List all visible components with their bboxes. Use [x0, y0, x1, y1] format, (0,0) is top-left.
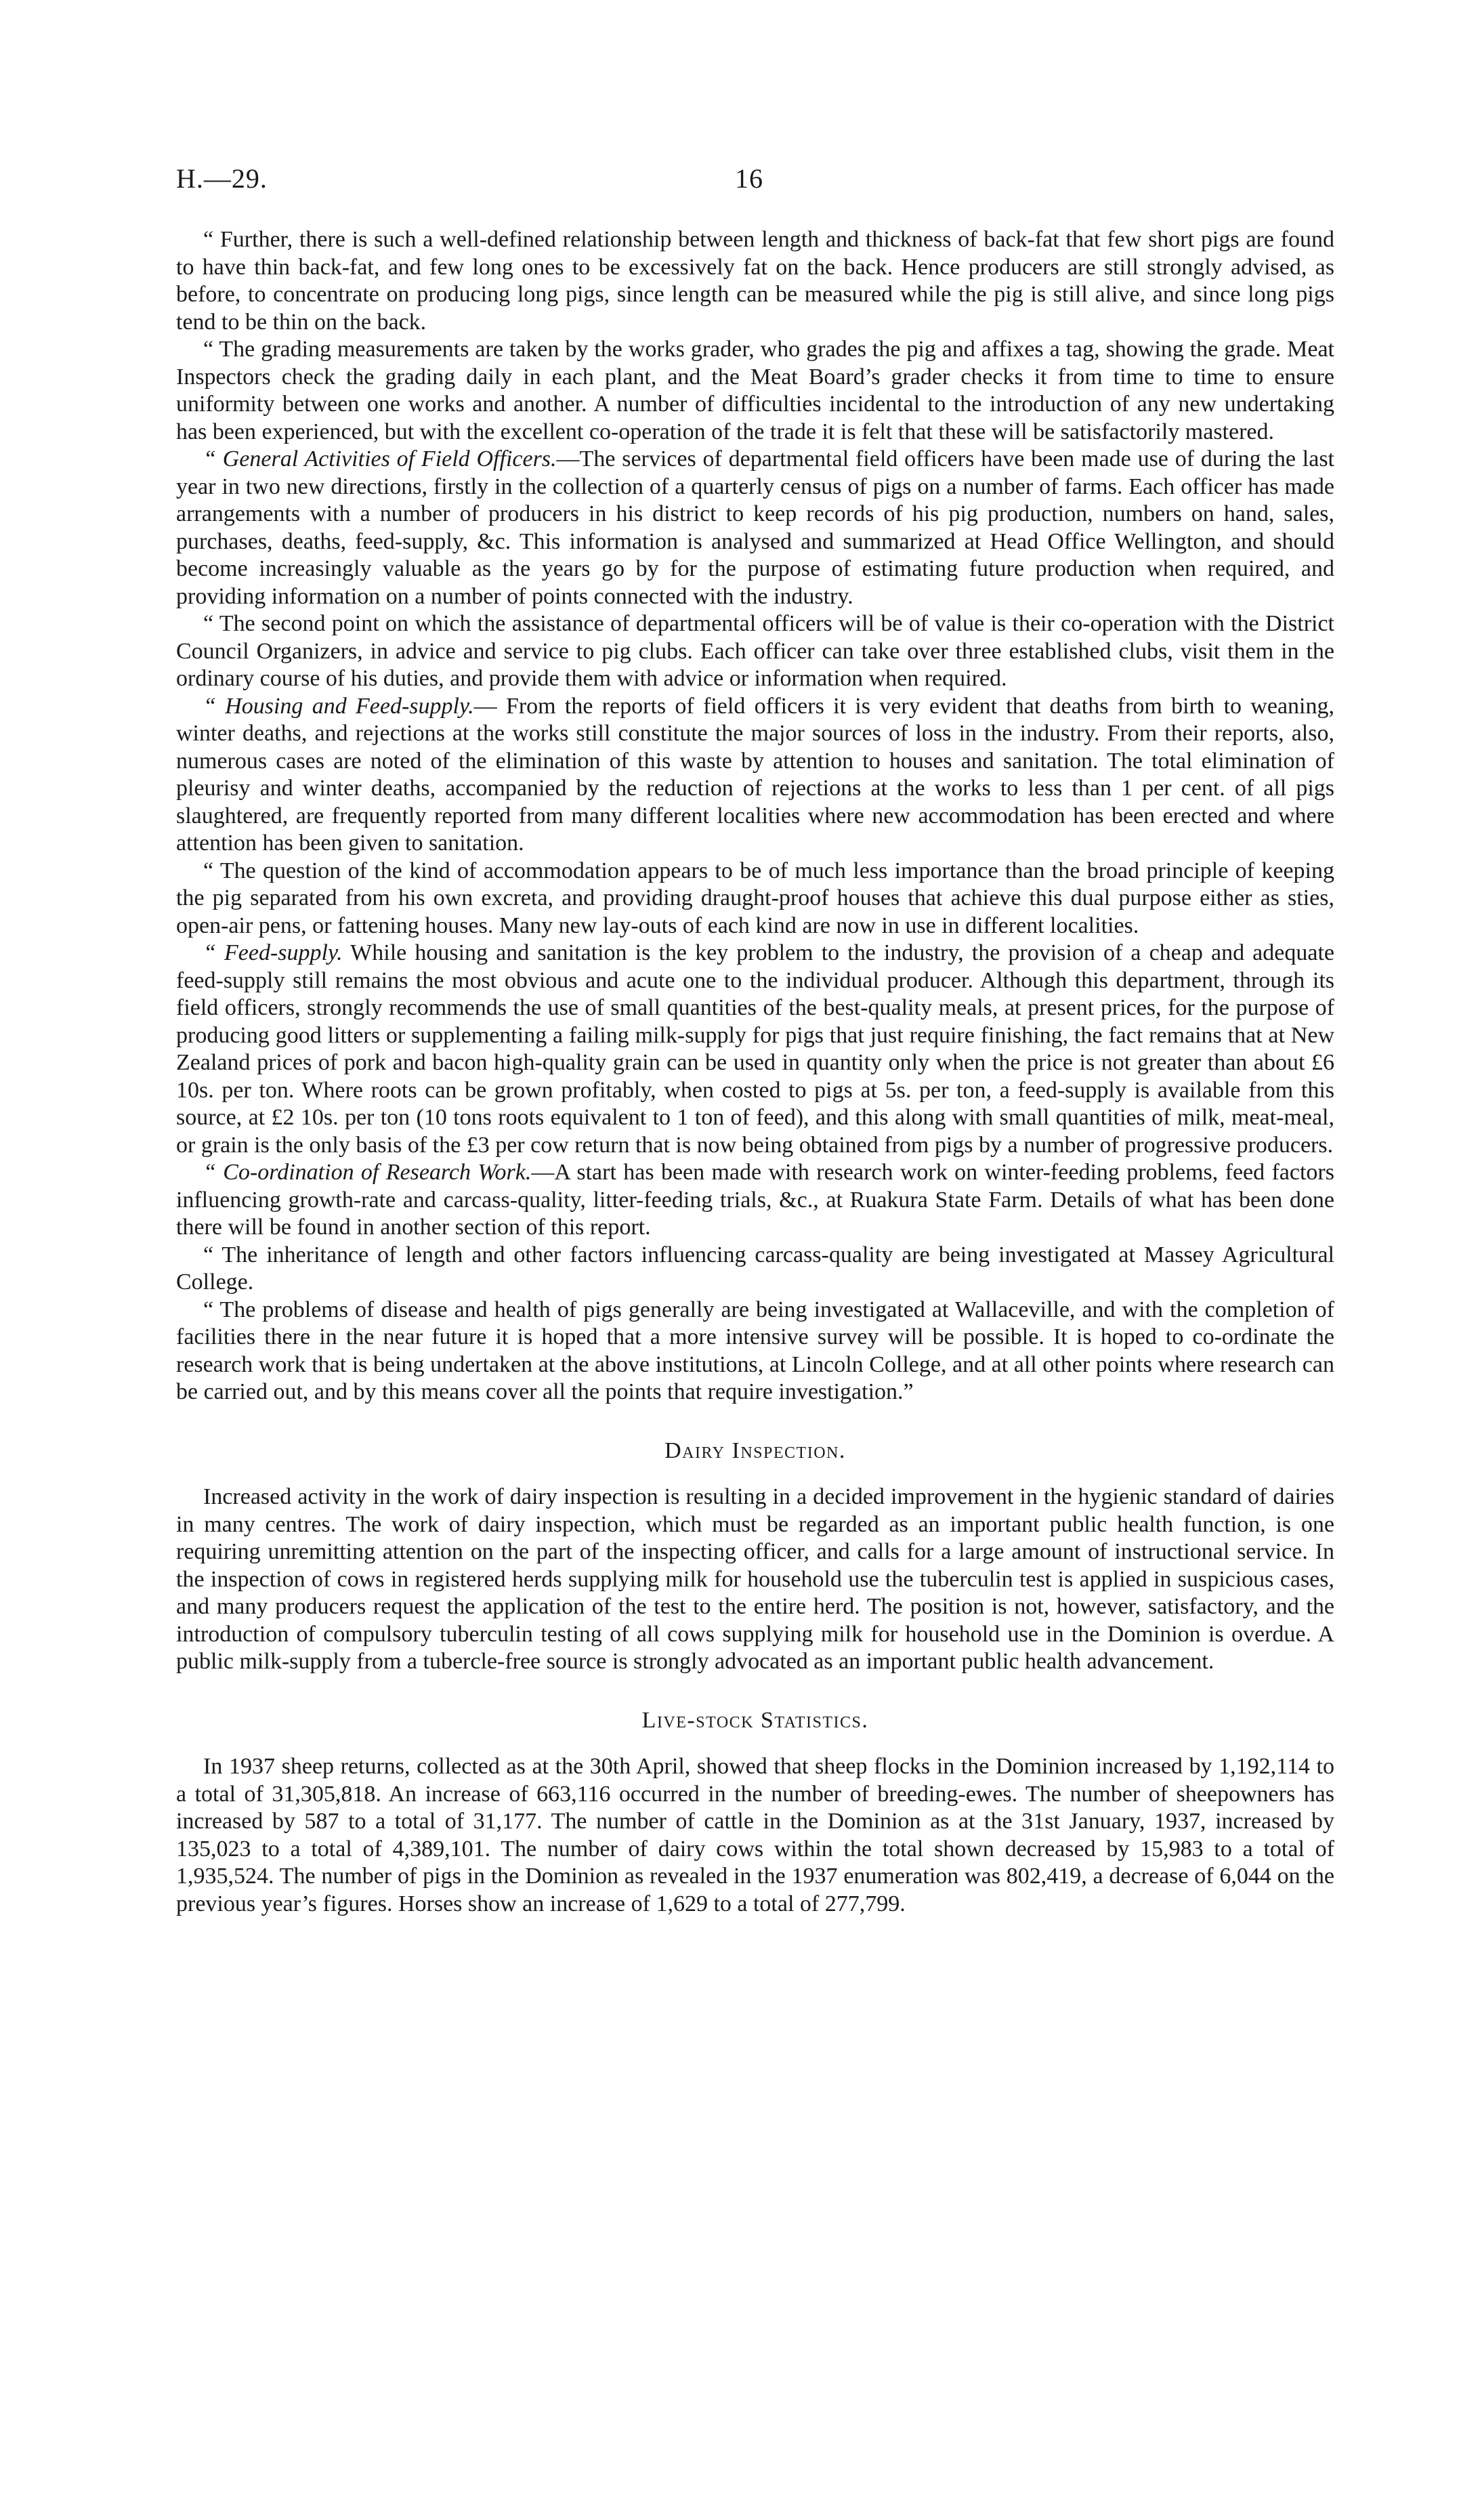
paragraph-text: “ The grading measurements are taken by the works grader, who grades the pig and affixes a tag, showing the grade. Meat Inspectors check the grading daily in each plant, and the Meat Board’s grader checks it from time to time to ensure uniformity between one works and another. A number of difficulties incidental to the introduction of any new undertaking has been experienced, but with the excellent co-operation of the trade it is felt that these will be satisfactorily mastered.: [176, 337, 1334, 444]
paragraph-text: “ The inheritance of length and other factors influencing carcass-quality are being investigated at Massey Agricultural College.: [176, 1242, 1334, 1295]
paragraph-text: Increased activity in the work of dairy inspection is resulting in a decided improvement in the hygienic standard of dairies in many centres. The work of dairy inspection, which must be regarded as an important public health function, is one requiring unremitting attention on the part of the inspecting officer, and calls for a large amount of instructional service. In the inspection of cows in registered herds supplying milk for household use the tuberculin test is applied in suspicious cases, and many producers request the application of the test to the entire herd. The position is not, however, satisfactory, and the introduction of compulsory tuberculin testing of all cows supplying milk for household use in the Dominion is overdue. A public milk-supply from a tubercle-free source is strongly advocated as an important public health advancement.: [176, 1484, 1334, 1674]
paragraph-lead: “ Feed-supply.: [203, 940, 343, 965]
paragraph-lead: “ Co-ordination of Research Work.: [203, 1160, 532, 1185]
document-page: [176, 163, 1334, 1918]
paragraph-text: “ Further, there is such a well-defined relationship between length and thickness of back-fat that few short pigs are found to have thin back-fat, and few long ones to be excessively fat on the back. Hence producers are still strongly advised, as before, to concentrate on producing long pigs, since length can be measured while the pig is still alive, and since long pigs tend to be thin on the back.: [176, 227, 1334, 335]
paragraph: [176, 858, 1334, 940]
paragraph: [176, 1484, 1334, 1676]
page-header: [176, 163, 1334, 203]
paragraph-text: In 1937 sheep returns, collected as at the 30th April, showed that sheep flocks in the Dominion increased by 1,192,114 to a total of 31,305,818. An increase of 663,116 occurred in the number of breeding-ewes. The number of sheepowners has increased by 587 to a total of 31,177. The number of cattle in the Dominion as at the 31st January, 1937, increased by 135,023 to a total of 4,389,101. The number of dairy cows within the total shown decreased by 15,983 to a total of 1,935,524. The number of pigs in the Dominion as revealed in the 1937 enumeration was 802,419, a decrease of 6,044 on the previous year’s figures. Horses show an increase of 1,629 to a total of 277,799.: [176, 1754, 1334, 1916]
paragraph-lead: “ Housing and Feed-supply.: [203, 693, 474, 719]
paragraph-text: “ The second point on which the assistance of departmental officers will be of value is their co-operation with the District Council Organizers, in advice and service to pig clubs. Each officer can take over three established clubs, visit them in the ordinary course of his duties, and provide them with advice or information when required.: [176, 611, 1334, 691]
paragraph-text: — From the reports of field officers it is very evident that deaths from birth to weaning, winter deaths, and rejections at the works still constitute the major sources of loss in the industry. From their reports, also, numerous cases are noted of the elimination of this waste by attention to houses and sanitation. The total elimination of pleurisy and winter deaths, accompanied by the reduction of rejections at the works to less than 1 per cent. of all pigs slaughtered, are frequently reported from many different localities where new accommodation has been erected and where attention has been given to sanitation.: [176, 693, 1334, 856]
paragraph: [176, 1242, 1334, 1297]
page-number: 16: [735, 163, 763, 194]
section-heading-dairy-inspection: Dairy Inspection.: [664, 1437, 846, 1463]
body-text: [176, 226, 1334, 1918]
paragraph-text: “ The question of the kind of accommodation appears to be of much less importance than the broad principle of keeping the pig separated from his own excreta, and providing draught-proof houses that achieve this dual purpose either as sties, open-air pens, or fattening houses. Many new lay-outs of each kind are now in use in different localities.: [176, 858, 1334, 938]
paragraph: [176, 226, 1334, 336]
paragraph-lead: “ General Activities of Field Officers.: [203, 446, 557, 471]
paragraph: [176, 336, 1334, 446]
paragraph: [176, 940, 1334, 1159]
section-heading-livestock-statistics: Live-stock Statistics.: [641, 1707, 869, 1733]
paragraph-text: —The services of departmental field officers have been made use of during the last year in two new directions, firstly in the collection of a quarterly census of pigs on a number of farms. Each officer has made arrangements with a number of producers in his district to keep records of his pig production, numbers on hand, sales, purchases, deaths, feed-supply, &c. This information is analysed and summarized at Head Office Wellington, and should become increasingly valuable as the years go by for the purpose of estimating future production when required, and providing information on a number of points connected with the industry.: [176, 446, 1334, 609]
paragraph-text: While housing and sanitation is the key problem to the industry, the provision of a cheap and adequate feed-supply still remains the most obvious and acute one to the individual producer. Although this department, through its field officers, strongly recommends the use of small quantities of the best-quality meals, at present prices, for the purpose of producing good litters or supplementing a failing milk-supply for pigs that just require finishing, the fact remains that at New Zealand prices of pork and bacon high-quality grain can be used in quantity only when the price is not greater than about £6 10s. per ton. Where roots can be grown profitably, when costed to pigs at 5s. per ton, a feed-supply is available from this source, at £2 10s. per ton (10 tons roots equivalent to 1 ton of feed), and this along with small quantities of milk, meat-meal, or grain is the only basis of the £3 per cow return that is now being obtained from pigs by a number of progressive producers.: [176, 940, 1334, 1158]
paragraph: [176, 610, 1334, 693]
paragraph-text: “ The problems of disease and health of pigs generally are being investigated at Wallaceville, and with the completion of facilities there in the near future it is hoped that a more intensive survey will be possible. It is hoped to co-ordinate the research work that is being undertaken at the above institutions, at Lincoln College, and at all other points where research can be carried out, and by this means cover all the points that require investigation.”: [176, 1297, 1334, 1404]
paragraph: [176, 1297, 1334, 1406]
paragraph: [176, 1753, 1334, 1918]
paragraph: [176, 1159, 1334, 1242]
paragraph-text: —A start has been made with research work on winter-feeding problems, feed factors influencing growth-rate and carcass-quality, litter-feeding trials, &c., at Ruakura State Farm. Details of what has been done there will be found in another section of this report.: [176, 1160, 1334, 1240]
paragraph: [176, 446, 1334, 610]
paragraph: [176, 693, 1334, 858]
page-reference: H.—29.: [176, 163, 268, 194]
